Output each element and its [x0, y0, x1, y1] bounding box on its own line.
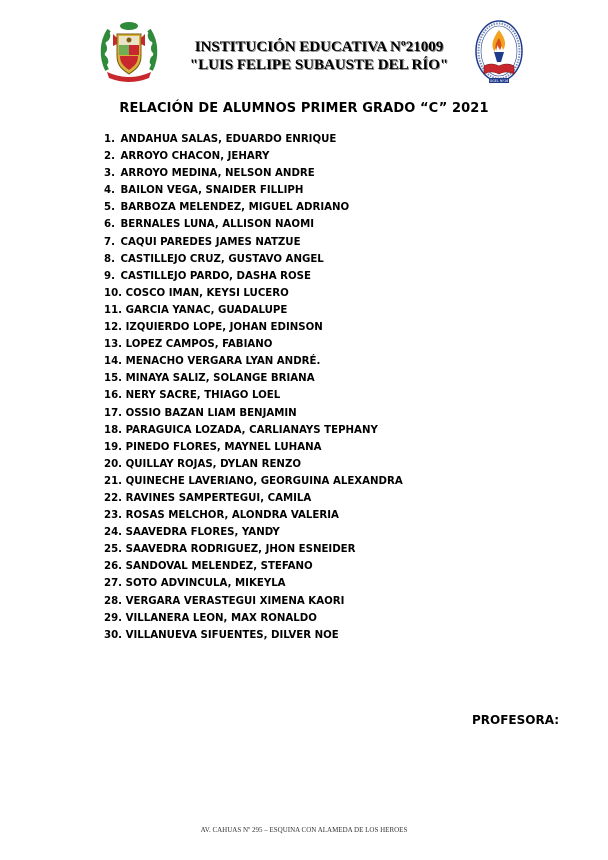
student-name: CASTILLEJO CRUZ, GUSTAVO ANGEL — [120, 253, 324, 265]
document-title: RELACIÓN DE ALUMNOS PRIMER GRADO “C” 2021 — [119, 101, 489, 116]
student-name: VERGARA VERASTEGUI XIMENA KAORI — [125, 595, 345, 607]
institution-name — [160, 38, 478, 74]
student-name: SOTO ADVINCULA, MIKEYLA — [125, 578, 286, 590]
institution-name-line1: INSTITUCIÓN EDUCATIVA Nº21009 — [194, 39, 444, 55]
student-name: SAAVEDRA FLORES, YANDY — [125, 527, 280, 539]
student-name: BAILON VEGA, SNAIDER FILLIPH — [120, 185, 304, 197]
student-row — [104, 439, 403, 456]
student-row — [104, 165, 403, 182]
student-number: 22. — [104, 492, 123, 504]
student-row — [104, 216, 403, 233]
school-crest-logo — [99, 20, 159, 82]
student-name: ANDAHUA SALAS, EDUARDO ENRIQUE — [120, 134, 337, 145]
student-row — [104, 422, 403, 439]
student-number: 10. — [104, 287, 123, 299]
seal-ribbon-text: UGEL Nº16 — [489, 79, 509, 84]
student-name: MINAYA SALIZ, SOLANGE BRIANA — [125, 373, 315, 385]
student-name: OSSIO BAZAN LIAM BENJAMIN — [125, 407, 297, 419]
student-number: 28. — [104, 595, 123, 607]
student-row — [104, 148, 403, 165]
student-name: MENACHO VERGARA LYAN ANDRÉ. — [125, 356, 321, 368]
student-name: RAVINES SAMPERTEGUI, CAMILA — [125, 492, 312, 504]
student-name: SAAVEDRA RODRIGUEZ, JHON ESNEIDER — [125, 544, 356, 556]
student-row — [104, 541, 403, 558]
student-number: 11. — [104, 304, 123, 316]
student-number: 25. — [104, 544, 123, 556]
institution-name-line2: "LUIS FELIPE SUBAUSTE DEL RÍO" — [189, 57, 449, 73]
student-number: 27. — [104, 578, 123, 590]
student-row — [104, 302, 403, 319]
student-number: 19. — [104, 441, 123, 453]
student-number: 12. — [104, 322, 123, 334]
student-number: 16. — [104, 390, 123, 402]
student-number: 24. — [104, 527, 123, 539]
student-number: 14. — [104, 356, 123, 368]
student-number: 23. — [104, 510, 123, 522]
student-number: 5. — [104, 202, 115, 214]
student-row — [104, 131, 403, 148]
student-row — [104, 387, 403, 404]
student-number: 29. — [104, 612, 123, 624]
student-row — [104, 473, 403, 490]
student-name: ROSAS MELCHOR, ALONDRA VALERIA — [125, 510, 339, 522]
student-name: SANDOVAL MELENDEZ, STEFANO — [125, 561, 313, 573]
student-number: 2. — [104, 151, 115, 163]
student-number: 6. — [104, 219, 115, 231]
student-name: COSCO IMAN, KEYSI LUCERO — [125, 287, 289, 299]
student-row — [104, 405, 403, 422]
student-row — [104, 593, 403, 610]
student-name: CASTILLEJO PARDO, DASHA ROSE — [120, 270, 311, 282]
student-number: 17. — [104, 407, 123, 419]
student-number: 26. — [104, 561, 123, 573]
student-number: 4. — [104, 185, 115, 197]
ugel-seal-logo — [474, 18, 524, 90]
student-name: GARCIA YANAC, GUADALUPE — [125, 304, 288, 316]
student-name: IZQUIERDO LOPE, JOHAN EDINSON — [125, 322, 323, 334]
student-row — [104, 490, 403, 507]
student-row — [104, 251, 403, 268]
student-number: 1. — [104, 134, 115, 145]
student-row — [104, 319, 403, 336]
student-row — [104, 336, 403, 353]
teacher-signature-label: PROFESORA: — [472, 713, 560, 727]
student-row — [104, 575, 403, 592]
student-name: VILLANERA LEON, MAX RONALDO — [125, 612, 317, 624]
student-number: 18. — [104, 424, 123, 436]
student-number: 13. — [104, 339, 123, 351]
student-row — [104, 524, 403, 541]
student-list — [104, 131, 403, 644]
student-row — [104, 610, 403, 627]
student-number: 3. — [104, 168, 115, 180]
student-name: BARBOZA MELENDEZ, MIGUEL ADRIANO — [120, 202, 350, 214]
student-row — [104, 370, 403, 387]
student-row — [104, 234, 403, 251]
student-number: 7. — [104, 236, 115, 248]
student-name: NERY SACRE, THIAGO LOEL — [125, 390, 281, 402]
student-row — [104, 558, 403, 575]
student-name: LOPEZ CAMPOS, FABIANO — [125, 339, 273, 351]
student-row — [104, 353, 403, 370]
student-name: PARAGUICA LOZADA, CARLIANAYS TEPHANY — [125, 424, 378, 436]
student-row — [104, 627, 403, 644]
student-row — [104, 268, 403, 285]
student-name: QUILLAY ROJAS, DYLAN RENZO — [125, 458, 301, 470]
student-name: PINEDO FLORES, MAYNEL LUHANA — [125, 441, 322, 453]
footer-address: AV. CAHUAS Nº 295 – ESQUINA CON ALAMEDA DE LOS HEROES — [200, 826, 408, 834]
student-name: ARROYO MEDINA, NELSON ANDRE — [120, 168, 315, 180]
student-number: 15. — [104, 373, 123, 385]
student-row — [104, 507, 403, 524]
student-name: QUINECHE LAVERIANO, GEORGUINA ALEXANDRA — [125, 475, 403, 487]
student-row — [104, 182, 403, 199]
student-name: VILLANUEVA SIFUENTES, DILVER NOE — [125, 629, 339, 641]
student-number: 30. — [104, 629, 123, 641]
student-name: CAQUI PAREDES JAMES NATZUE — [120, 236, 301, 248]
student-number: 20. — [104, 458, 123, 470]
student-row — [104, 285, 403, 302]
student-row — [104, 199, 403, 216]
student-number: 9. — [104, 270, 115, 282]
student-name: BERNALES LUNA, ALLISON NAOMI — [120, 219, 315, 231]
student-row — [104, 456, 403, 473]
student-number: 8. — [104, 253, 115, 265]
student-number: 21. — [104, 475, 123, 487]
student-name: ARROYO CHACON, JEHARY — [120, 151, 270, 163]
